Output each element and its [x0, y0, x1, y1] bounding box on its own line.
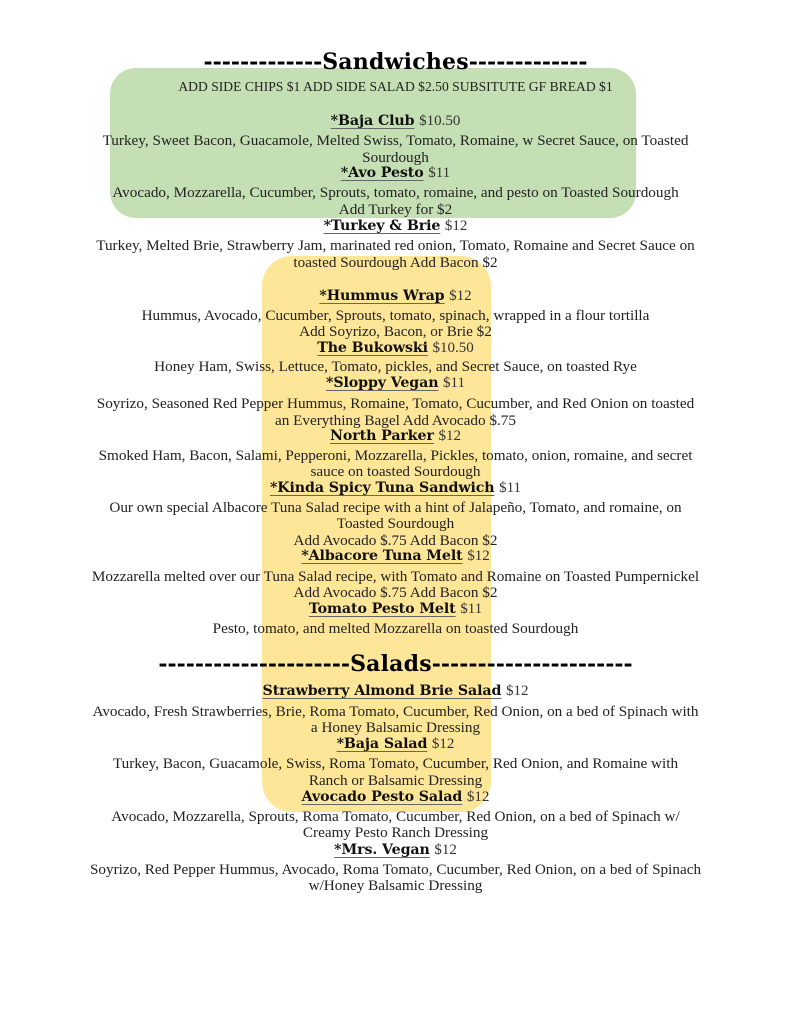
- item-price: $11: [460, 601, 483, 617]
- item-description: Soyrizo, Red Pepper Hummus, Avocado, Roma Tomato, Cucumber, Red Onion, on a bed of Spinach: [89, 861, 702, 878]
- item-name: *Baja Salad: [336, 736, 428, 752]
- item-description: Smoked Ham, Bacon, Salami, Pepperoni, Mozzarella, Pickles, tomato, onion, romaine, and secret: [98, 447, 693, 464]
- item-description: toasted Sourdough Add Bacon $2: [293, 254, 498, 271]
- item-description: Avocado, Mozzarella, Cucumber, Sprouts, tomato, romaine, and pesto on Toasted Sourdough: [112, 184, 679, 201]
- menu-item-title: [0, 376, 791, 391]
- item-description: Ranch or Balsamic Dressing: [308, 772, 483, 789]
- item-description: w/Honey Balsamic Dressing: [308, 877, 483, 894]
- item-description: Pesto, tomato, and melted Mozzarella on toasted Sourdough: [212, 620, 579, 637]
- heading-text: Salads: [350, 651, 432, 677]
- menu-item-title: [0, 166, 791, 181]
- item-price: $12: [467, 548, 490, 564]
- heading-dashes-right: ----------------------: [431, 651, 633, 677]
- item-name: The Bukowski: [317, 340, 428, 356]
- item-name: Strawberry Almond Brie Salad: [262, 683, 502, 699]
- item-price: $12: [431, 736, 455, 752]
- item-description: Toasted Sourdough: [336, 515, 455, 532]
- item-description: Honey Ham, Swiss, Lettuce, Tomato, pickles, and Secret Sauce, on toasted Rye: [154, 358, 637, 375]
- item-price: $10.50: [432, 340, 474, 356]
- menu-item-title: [0, 737, 791, 752]
- item-name: *Avo Pesto: [340, 165, 424, 181]
- item-price: $11: [499, 480, 522, 496]
- item-price: $11: [428, 165, 451, 181]
- heading-dashes-right: -------------: [468, 49, 588, 75]
- item-name: *Baja Club: [330, 113, 415, 129]
- item-name: *Sloppy Vegan: [326, 375, 439, 391]
- item-description: an Everything Bagel Add Avocado $.75: [275, 412, 516, 429]
- item-price: $12: [438, 428, 461, 444]
- item-description: Creamy Pesto Ranch Dressing: [302, 824, 489, 841]
- menu-item-title: [0, 429, 791, 444]
- item-description: Hummus, Avocado, Cucumber, Sprouts, tomato, spinach, wrapped in a flour tortilla: [141, 307, 650, 324]
- menu-item-title: [0, 790, 791, 805]
- item-description: Add Avocado $.75 Add Bacon $2: [293, 584, 498, 601]
- item-price: $12: [466, 789, 490, 805]
- menu-item-title: [0, 289, 791, 304]
- item-name: *Albacore Tuna Melt: [301, 548, 463, 564]
- menu-item-title: [0, 684, 791, 699]
- item-description: Turkey, Melted Brie, Strawberry Jam, marinated red onion, Tomato, Romaine and Secret Sauce on: [96, 237, 695, 254]
- menu-item-title: [0, 219, 791, 234]
- item-name: *Kinda Spicy Tuna Sandwich: [269, 480, 495, 496]
- salads-heading: [0, 653, 791, 675]
- menu-item-title: [0, 843, 791, 858]
- item-description: Sourdough: [362, 149, 429, 166]
- item-description: Avocado, Fresh Strawberries, Brie, Roma Tomato, Cucumber, Red Onion, on a bed of Spinach with: [92, 703, 699, 720]
- menu-item-title: [0, 341, 791, 356]
- item-name: *Turkey & Brie: [323, 218, 441, 234]
- item-price: $12: [434, 842, 457, 858]
- heading-dashes-left: ---------------------: [158, 651, 351, 677]
- item-description: Mozzarella melted over our Tuna Salad recipe, with Tomato and Romaine on Toasted Pumpernickel: [91, 568, 700, 585]
- item-name: Tomato Pesto Melt: [308, 601, 456, 617]
- item-description: Soyrizo, Seasoned Red Pepper Hummus, Romaine, Tomato, Cucumber, and Red Onion on toasted: [96, 395, 695, 412]
- menu-item-title: [0, 114, 791, 129]
- item-description: Add Soyrizo, Bacon, or Brie $2: [299, 323, 492, 340]
- item-description: Add Avocado $.75 Add Bacon $2: [293, 532, 498, 549]
- item-description: Avocado, Mozzarella, Sprouts, Roma Tomato, Cucumber, Red Onion, on a bed of Spinach w/: [111, 808, 680, 825]
- menu-item-title: [0, 481, 791, 496]
- heading-text: Sandwiches: [322, 49, 469, 75]
- sandwich-addons-note: ADD SIDE CHIPS $1 ADD SIDE SALAD $2.50 SUBSITUTE GF BREAD $1: [178, 79, 613, 94]
- item-name: *Mrs. Vegan: [334, 842, 430, 858]
- item-price: $11: [443, 375, 465, 391]
- item-description: Our own special Albacore Tuna Salad recipe with a hint of Jalapeño, Tomato, and romaine, on: [109, 499, 682, 516]
- menu-item-title: [0, 549, 791, 564]
- item-name: Avocado Pesto Salad: [301, 789, 463, 805]
- item-description: Turkey, Sweet Bacon, Guacamole, Melted Swiss, Tomato, Romaine, w Secret Sauce, on Toasted: [102, 132, 689, 149]
- item-description: sauce on toasted Sourdough: [310, 463, 481, 480]
- item-price: $12: [505, 683, 529, 699]
- item-price: $12: [444, 218, 468, 234]
- heading-dashes-left: -------------: [203, 49, 323, 75]
- item-description: Turkey, Bacon, Guacamole, Swiss, Roma Tomato, Cucumber, Red Onion, and Romaine with: [112, 755, 679, 772]
- item-description: Add Turkey for $2: [338, 201, 453, 218]
- menu-item-title: [0, 602, 791, 617]
- item-name: *Hummus Wrap: [319, 288, 445, 304]
- item-name: North Parker: [330, 428, 434, 444]
- sandwiches-heading: [0, 51, 791, 73]
- item-price: $12: [449, 288, 472, 304]
- item-description: a Honey Balsamic Dressing: [310, 719, 481, 736]
- item-price: $10.50: [419, 113, 461, 129]
